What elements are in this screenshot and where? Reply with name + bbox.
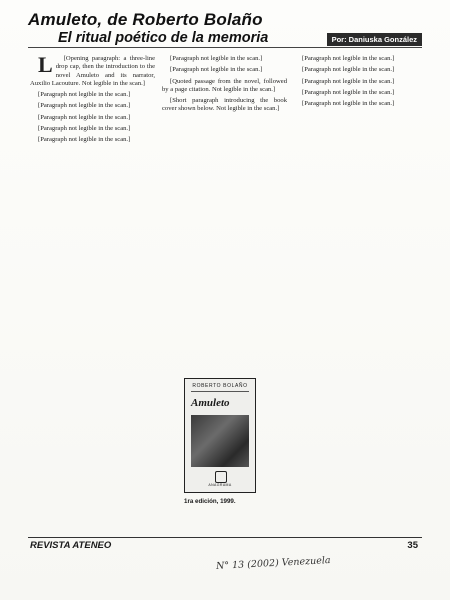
- book-cover-publisher: ANAGRAMA: [208, 483, 232, 487]
- drop-cap: L: [38, 55, 53, 77]
- article-subtitle: El ritual poético de la memoria: [58, 30, 269, 46]
- article-title: Amuleto, de Roberto Bolaño: [28, 10, 263, 29]
- paragraph: [Paragraph not legible in the scan.]: [38, 113, 131, 121]
- publisher-logo-icon: [215, 471, 227, 483]
- paragraph: [Paragraph not legible in the scan.]: [38, 91, 131, 99]
- text-column-2: [162, 55, 287, 373]
- paragraph: L [Opening paragraph: a three-line drop cap, then the introduction to the novel Amuleto and its narrator, Auxilio Lacouture. Not legible in the scan.]: [30, 55, 155, 87]
- paragraph: [Paragraph not legible in the scan.]: [302, 77, 395, 85]
- paragraph: [Paragraph not legible in the scan.]: [302, 88, 395, 96]
- text-column-3: [294, 55, 419, 533]
- footer-rule: [28, 537, 422, 538]
- paragraph: [Paragraph not legible in the scan.]: [170, 55, 263, 62]
- paragraph: [Paragraph not legible in the scan.]: [38, 125, 131, 133]
- paragraph: [Paragraph not legible in the scan.]: [302, 100, 395, 108]
- header-rule: [28, 47, 422, 48]
- paragraph: [Paragraph not legible in the scan.]: [302, 66, 395, 74]
- page-number: 35: [407, 540, 418, 551]
- book-cover-author: ROBERTO BOLAÑO: [192, 383, 248, 389]
- text-column-1: [30, 55, 155, 533]
- paragraph: [Paragraph not legible in the scan.]: [38, 102, 131, 110]
- author-byline: Por: Daniuska González: [327, 33, 422, 46]
- paragraph: [Paragraph not legible in the scan.]: [170, 66, 263, 74]
- publication-name: REVISTA ATENEO: [30, 540, 112, 551]
- handwritten-note: N° 13 (2002) Venezuela: [215, 555, 331, 572]
- paragraph: [Paragraph not legible in the scan.]: [302, 55, 395, 62]
- paragraph: [Paragraph not legible in the scan.]: [38, 136, 131, 144]
- book-cover-title: Amuleto: [191, 397, 230, 409]
- paragraph: [Short paragraph introducing the book cover shown below. Not legible in the scan.]: [162, 97, 287, 113]
- book-cover-art: [191, 415, 249, 467]
- book-caption: 1ra edición, 1999.: [184, 498, 236, 505]
- book-cover-image: [184, 378, 256, 493]
- paragraph: [Quoted passage from the novel, followed by a page citation. Not legible in the scan.]: [162, 77, 287, 93]
- book-cover-rule: [191, 391, 249, 392]
